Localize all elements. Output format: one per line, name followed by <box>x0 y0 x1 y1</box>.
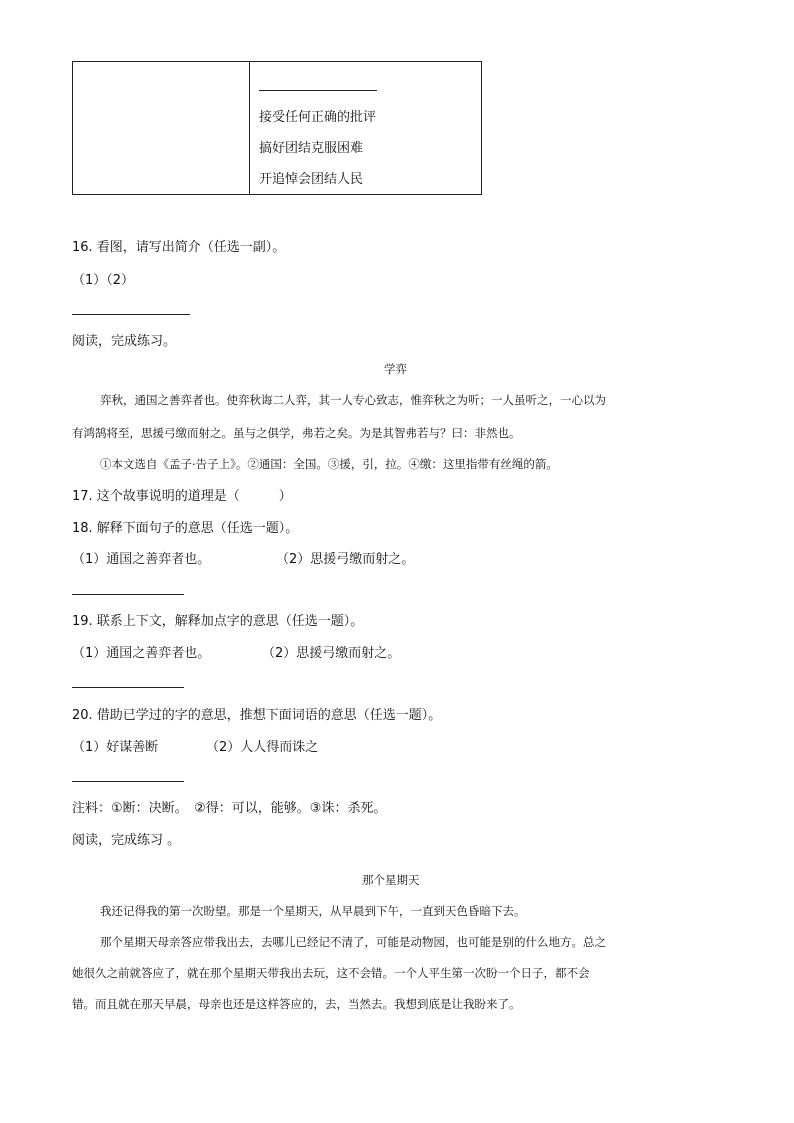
question-16-options: （1）（2） <box>72 273 135 288</box>
passage-2-line-4: 错。而且就在那天早晨，母亲也还是这样答应的，去，当然去。我想到底是让我盼来了。 <box>72 997 521 1011</box>
table-cell-line-2: 搞好团结克服困难 <box>259 141 364 156</box>
table-cell-line-3: 开追悼会团结人民 <box>259 172 364 187</box>
question-18-option-1: （1）通国之善弈者也。 <box>72 552 211 567</box>
passage-2-title: 那个星期天 <box>362 873 420 887</box>
answer-table <box>72 61 482 195</box>
question-20-option-2: （2）人人得而诛之 <box>206 740 319 755</box>
question-18-option-2: （2）思援弓缴而射之。 <box>276 552 415 567</box>
passage-2-line-3: 她很久之前就答应了，就在那个星期天带我出去玩，这不会错。一个人平生第一次盼一个日子，都不会 <box>72 966 590 980</box>
passage-line-2: 有鸿鹄将至，思援弓缴而射之。虽与之俱学，弗若之矣。为是其智弗若与？曰：非然也。 <box>72 426 521 440</box>
answer-blank-line <box>72 687 184 688</box>
reading-instruction: 阅读，完成练习。 <box>72 334 177 349</box>
question-19: 19. 联系上下文，解释加点字的意思（任选一题）。 <box>72 614 364 629</box>
passage-line-1: 弈秋，通国之善弈者也。使弈秋诲二人弈，其一人专心致志，惟弈秋之为听；一人虽听之，一心以为 <box>100 393 606 407</box>
question-16: 16. 看图，请写出简介（任选一副）。 <box>72 240 286 255</box>
vocabulary-notes: 注料：①断：决断。 ②得：可以，能够。③诛：杀死。 <box>72 801 387 816</box>
question-20: 20. 借助已学过的字的意思，推想下面词语的意思（任选一题）。 <box>72 708 442 723</box>
question-19-option-2: （2）思援弓缴而射之。 <box>262 646 401 661</box>
passage-2-line-2: 那个星期天母亲答应带我出去，去哪儿已经记不清了，可能是动物园，也可能是别的什么地方。总之 <box>100 935 606 949</box>
question-17: 17. 这个故事说明的道理是（ ） <box>72 489 292 504</box>
table-column-divider <box>249 62 250 194</box>
question-19-option-1: （1）通国之善弈者也。 <box>72 646 211 661</box>
answer-blank-line <box>72 781 184 782</box>
answer-blank-line <box>72 314 190 315</box>
question-18: 18. 解释下面句子的意思（任选一题）。 <box>72 521 299 536</box>
passage-notes: ①本文选自《孟子·告子上》。②通国：全国。③援，引，拉。④缴：这里指带有丝绳的箭。 <box>100 457 558 471</box>
answer-blank-line <box>259 90 377 91</box>
question-20-option-1: （1）好谋善断 <box>72 740 159 755</box>
passage-title: 学弈 <box>384 362 407 376</box>
answer-blank-line <box>72 594 184 595</box>
passage-2-line-1: 我还记得我的第一次盼望。那是一个星期天，从早晨到下午，一直到天色昏暗下去。 <box>100 904 526 918</box>
table-cell-line-1: 接受任何正确的批评 <box>259 110 377 125</box>
reading-instruction-2: 阅读，完成练习 。 <box>72 833 181 848</box>
